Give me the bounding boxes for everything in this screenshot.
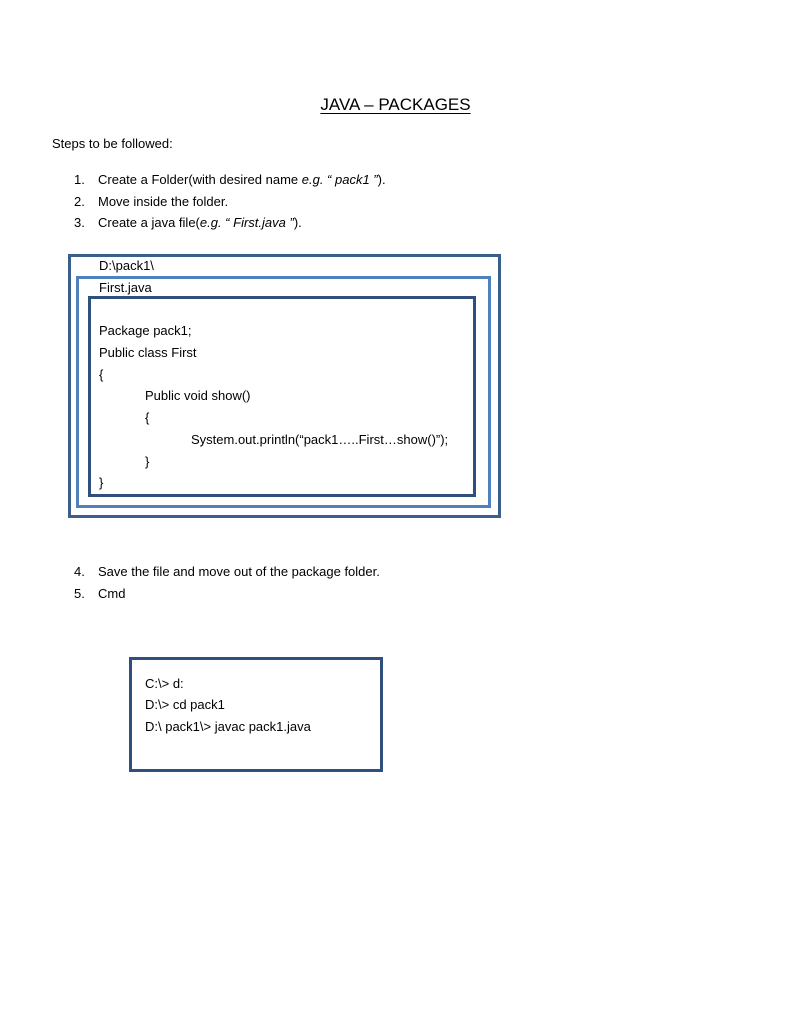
- list-item: [74, 564, 380, 586]
- step-text: Move inside the folder.: [98, 193, 229, 209]
- step-text: Create a Folder(with desired name: [98, 172, 302, 187]
- step-number: 5.: [74, 585, 85, 601]
- cmd-line: C:\> d:: [145, 676, 184, 691]
- step-number: 1.: [74, 172, 85, 187]
- step-example: e.g. “ First.java ”: [199, 215, 294, 230]
- code-line: }: [99, 475, 104, 490]
- code-line: Public void show(): [145, 388, 251, 403]
- step-number: 4.: [74, 564, 85, 579]
- step-text-end: ).: [377, 172, 386, 187]
- list-item: [74, 215, 386, 237]
- step-number: 3.: [74, 215, 85, 230]
- code-line: }: [145, 454, 150, 469]
- step-text-end: ).: [293, 215, 302, 230]
- step-text: Save the file and move out of the package folder.: [98, 564, 380, 579]
- step-number: 2.: [74, 193, 85, 209]
- code-line: {: [99, 367, 104, 382]
- code-line: {: [145, 410, 150, 425]
- list-item: [74, 172, 386, 194]
- code-line: System.out.println(“pack1…..First…show()”);: [191, 432, 449, 447]
- file-name: First.java: [99, 280, 152, 295]
- steps-list-part1: [74, 172, 386, 237]
- step-text: Create a java file(: [98, 215, 200, 230]
- code-line: Package pack1;: [99, 323, 192, 338]
- steps-list-part2: [74, 564, 380, 607]
- step-text: Cmd: [98, 585, 126, 601]
- cmd-line: D:\ pack1\> javac pack1.java: [145, 719, 311, 734]
- cmd-box: [129, 657, 383, 772]
- intro-text: Steps to be followed:: [52, 136, 173, 151]
- list-item: [74, 194, 386, 216]
- step-example: e.g. “ pack1 ”: [301, 172, 378, 187]
- cmd-line: D:\> cd pack1: [145, 697, 225, 712]
- page-title: JAVA – PACKAGES: [320, 95, 471, 114]
- list-item: [74, 586, 380, 608]
- folder-path: D:\pack1\: [99, 258, 154, 273]
- code-line: Public class First: [99, 345, 197, 360]
